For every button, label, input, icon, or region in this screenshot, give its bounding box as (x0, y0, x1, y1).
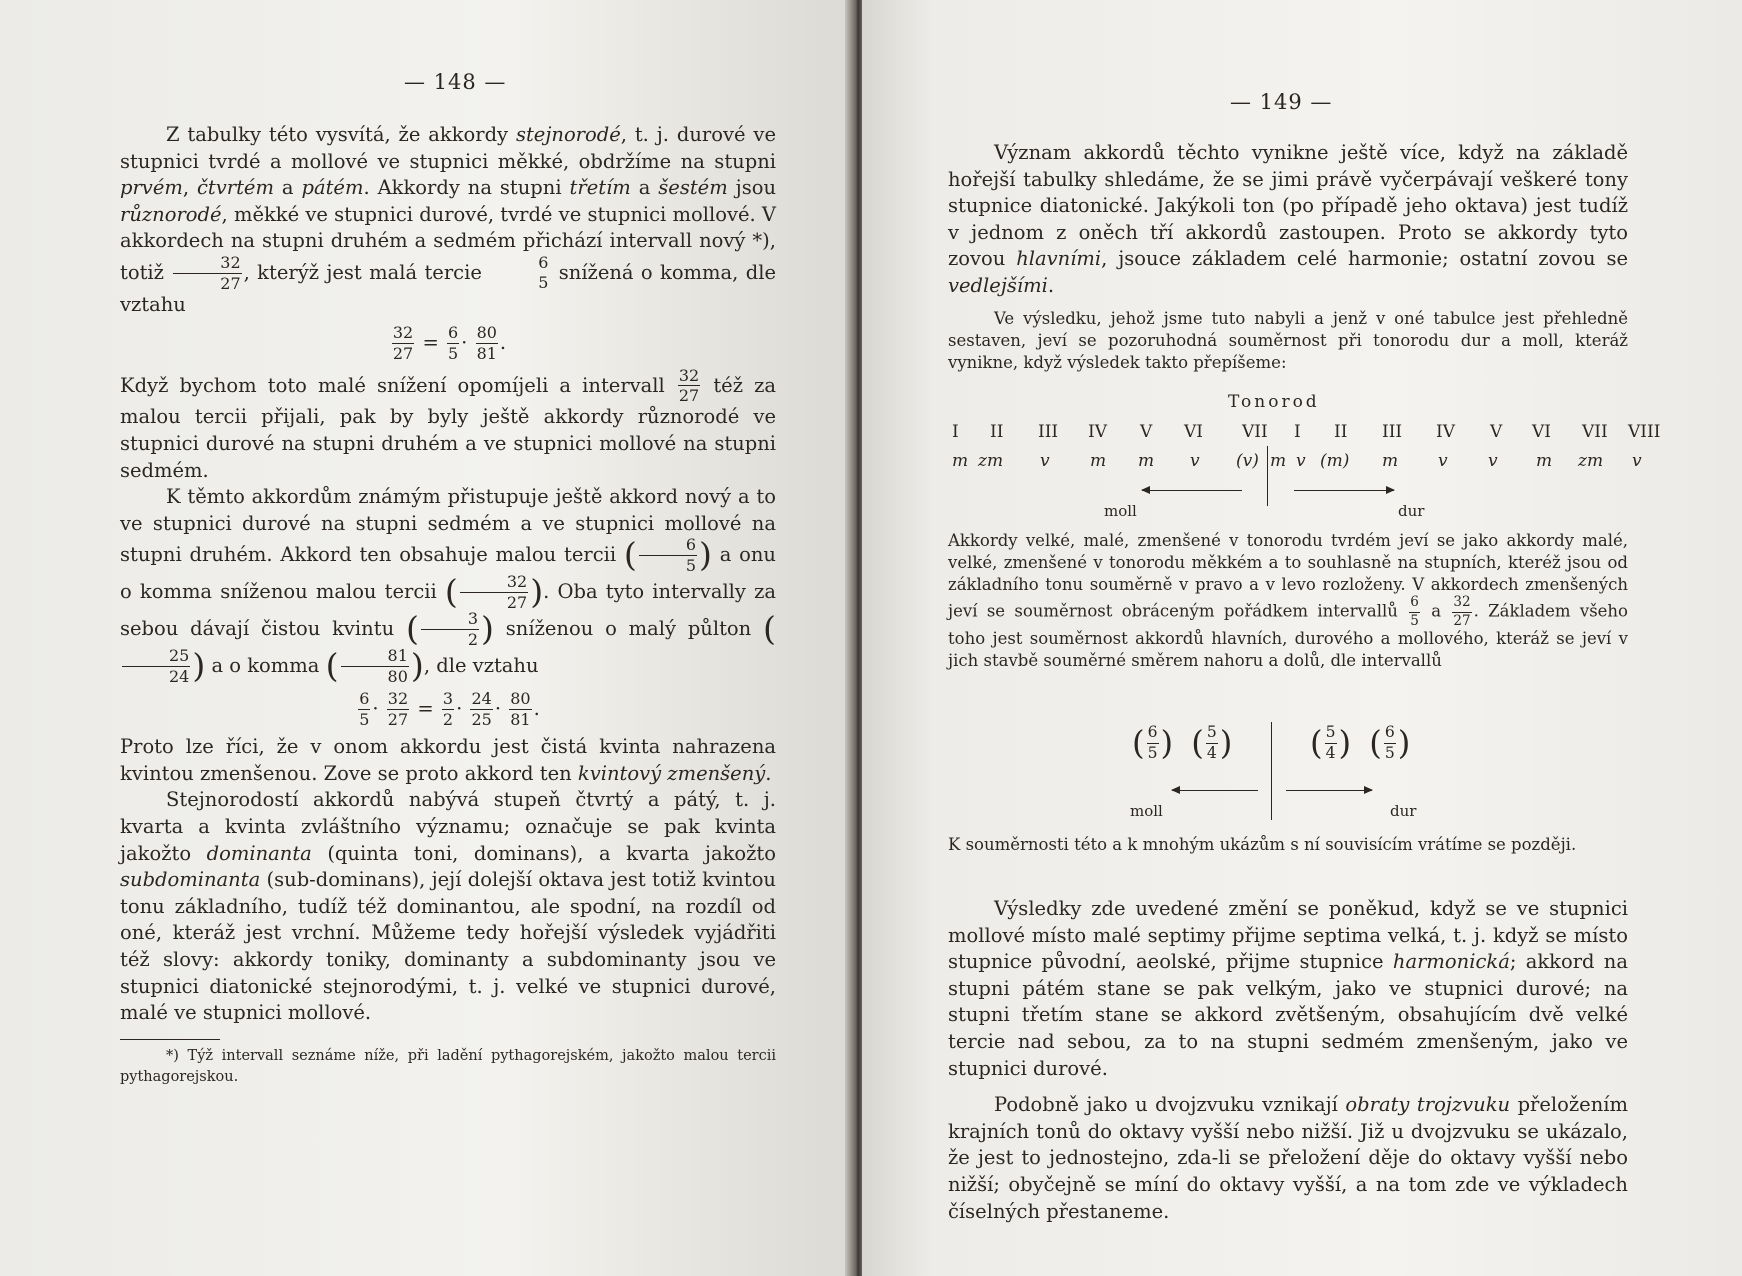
paragraph-dominanta: Stejnorodostí akkordů nabývá stupeň čtvrtý a pátý, t. j. kvarta a kvinta zvláštního významu; označuje se pak kvinta jakožto dominanta (quinta toni, dominans), a kvarta jakožto subdominanta (sub-dominans), její dolejší oktava jest totiž kvintou tonu základního, tudíž též dominantou, ale spodní, na rozdíl od oné, kteráž jest vrchní. Můžeme tedy hořejší výsledek vyjádřiti též slovy: akkordy toniky, dominanty a subdominanty jsou ve stupnici diatonické stejnorodými, t. j. velké ve stupnici durové, malé ve stupnici mollové. (120, 788, 776, 1025)
interval-moll-label: moll (1130, 802, 1163, 820)
dur-label: dur (1398, 502, 1425, 520)
page-number-148: — 148 — (404, 70, 507, 94)
left-page-text (120, 122, 776, 1088)
right-page (862, 0, 1742, 1276)
intervals-dur: ( $\frac{5}{4}$ ) ( $\frac{6}{5}$ ) (1310, 722, 1411, 762)
fraction-32-27: $\frac{32}{27}$ (173, 255, 241, 292)
paragraph-pozdeji: K souměrnosti této a k mnohým ukázům s ní souvisícím vrátíme se později. (948, 835, 1577, 854)
interval-dur-arrow (1286, 790, 1372, 791)
paragraph-hlavnimi: Význam akkordů těchto vynikne ještě více, když na základě hořejší tabulky shledáme, že se jimi právě vyčerpávají veškeré tony stupnice diatonické. Jakýkoli ton (po případě jeho oktava) jest tudíž v jednom z oněch tří akkordů zastoupen. Proto se akkordy tyto zovou hlavními, jsouce základem celé harmonie; ostatní zovou se vedlejšími. (948, 141, 1628, 297)
dur-arrow (1294, 490, 1394, 491)
right-page-text-bottom (948, 896, 1628, 1225)
paragraph-snizeni: Když bychom toto malé snížení opomíjeli a intervall $\frac{32}{27}$ též za malou tercii přijali, pak by byly ještě akkordy různorodé ve stupnici durové na stupni druhém a ve stupnici mollové na stupni sedmém. (120, 365, 776, 482)
paragraph-kvinta-zmensena: Proto lze říci, že v onom akkordu jest čistá kvinta nahrazena kvintou zmenšenou. Zove se proto akkord ten kvintový zmenšený. (120, 735, 776, 785)
interval-divider (1271, 722, 1272, 820)
equation-32-27: $\frac{32}{27}$ = $\frac{6}{5}$ · $\frac{80}{81}$ . (392, 322, 507, 363)
tonorod-title: Tonorod (1228, 392, 1320, 412)
interval-dur-label: dur (1390, 802, 1417, 820)
equation-kvinta: $\frac{6}{5}$ · $\frac{32}{27}$ = $\frac{3}{2}$ · $\frac{24}{25}$ · $\frac{80}{81}$ . (359, 689, 540, 730)
paragraph-akkord-novy: K těmto akkordům známým přistupuje ještě akkord nový a to ve stupnici durové na stupni sedmém a ve stupnici mollové na stupni druhém. Akkord ten obsahuje malou tercii ( $\frac{6}{5}$ ) a onu o komma sníženou malou tercii ( $\frac{32}{27}$ ). Oba tyto intervally za sebou dávají čistou kvintu ( $\frac{3}{2}$ ) sníženou o malý půlton ( $\frac{25}{24}$ ) a o komma ( $\frac{81}{80}$ ), dle vztahu (120, 485, 776, 687)
quality-row: m zm v m m v (v) m v (m) m v v m zm v (952, 451, 1642, 471)
intervals-moll: ( $\frac{6}{5}$ ) ( $\frac{5}{4}$ ) (1132, 722, 1233, 762)
left-page (0, 0, 852, 1276)
paragraph-harmonicka: Výsledky zde uvedené změní se poněkud, když se ve stupnici mollové místo malé septimy přijme septima velká, t. j. když se místo stupnice původní, aeolské, přijme stupnice harmonická; akkord na stupni pátém stane se pak velkým, jako ve stupnici durové; na stupni třetím stane se akkord zvětšeným, obsahujícím dvě velké tercie nad sebou, za to na stupni sedmém zmenšeným, jako ve stupnici durové. (948, 897, 1628, 1080)
footnote: *) Týž intervall seznáme níže, při ladění pythagorejském, jakožto malou tercii pythagorejskou. (120, 1047, 776, 1085)
page-number-149: — 149 — (1230, 90, 1333, 114)
paragraph-soumernost: Ve výsledku, jehož jsme tuto nabyli a jenž v oné tabulce jest přehledně sestaven, jeví se pozoruhodná souměrnost při tonorodu dur a moll, kteráž vynikne, když výsledek takto přepíšeme: (948, 308, 1628, 372)
table-divider (1267, 446, 1268, 506)
right-page-text-top (948, 140, 1628, 374)
moll-label: moll (1104, 502, 1137, 520)
paragraph-stejnorode: Z tabulky této vysvítá, že akkordy stejnorodé, t. j. durové ve stupnici tvrdé a mollové ve stupnici měkké, obdržíme na stupni prvém, čtvrtém a pátém. Akkordy na stupni třetím a šestém jsou různorodé, měkké ve stupnici durové, tvrdé ve stupnici mollové. V akkordech na stupni druhém a sedmém přichází intervall nový *), totiž $\frac{32}{27}$ , kterýž jest malá tercie 6 5 snížená o komma, dle vztahu (120, 123, 777, 316)
interval-moll-arrow (1172, 790, 1258, 791)
paragraph-akkordy-velke: Akkordy velké, malé, zmenšené v tonorodu tvrdém jeví se jako akkordy malé, velké, zmenšené v tonorodu měkkém a to souhlasně na stupních, kteréž jsou od základního tonu souměrně v pravo a v levo rozloženy. V akkordech zmenšených jeví se souměrnost obráceným pořádkem intervallů $\frac{6}{5}$ a $\frac{32}{27}$ . Základem všeho toho jest souměrnost akkordů hlavních, durového a mollového, kteráž se jeví v jich stavbě souměrné směrem nahoru a dolů, dle intervallů (948, 531, 1628, 671)
degree-row: I II III IV V VI VII I II III IV V VI VII VIII (952, 422, 1661, 442)
footnote-rule (120, 1039, 220, 1040)
fraction-6-5: 6 5 (538, 253, 549, 293)
paragraph-obraty: Podobně jako u dvojzvuku vznikají obraty trojzvuku přeložením krajních tonů do oktavy vyšší nebo nižší. Již u dvojzvuku se ukázalo, že jest to jednostejno, zda-li se přeložení děje do oktavy vyšší nebo nižší; obyčejně se míní do oktavy vyšší, a na tom zde ve výkladech číselných přestaneme. (948, 1093, 1628, 1223)
moll-arrow (1142, 490, 1242, 491)
